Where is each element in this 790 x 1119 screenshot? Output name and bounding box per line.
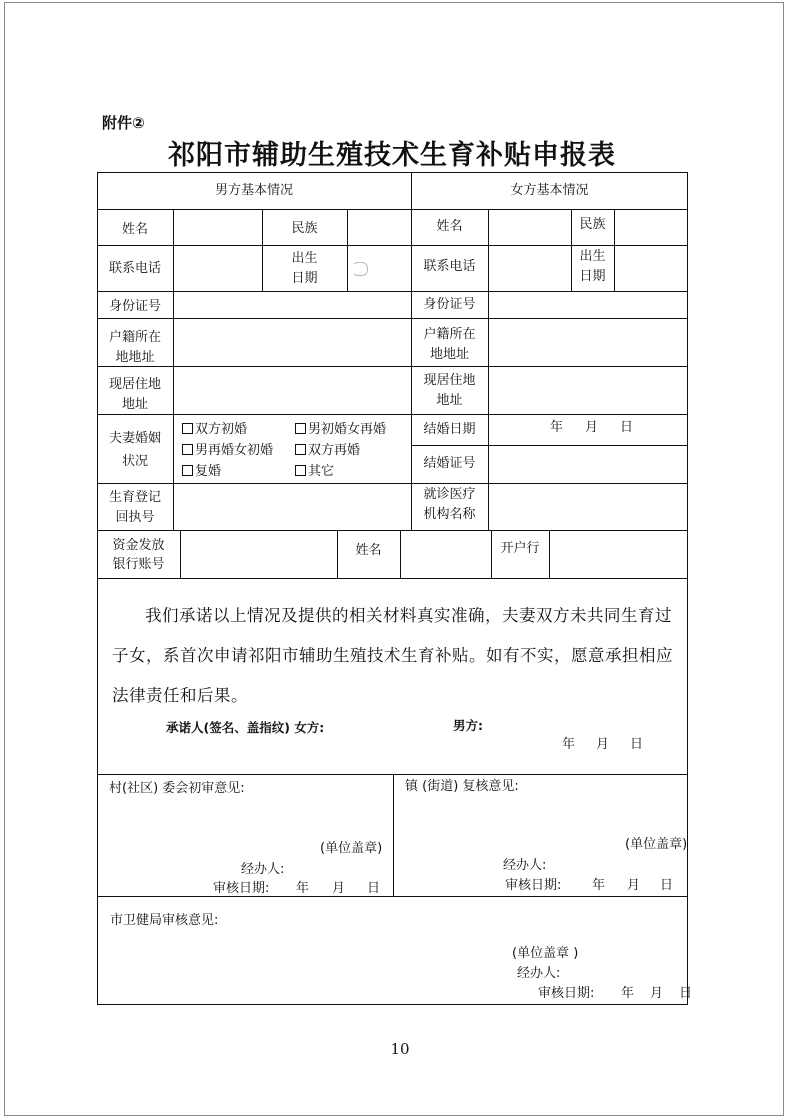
village-date-day: 日 bbox=[367, 881, 381, 896]
grid-line bbox=[549, 530, 550, 578]
female-name-label: 姓名 bbox=[436, 219, 463, 234]
attachment-label: 附件② bbox=[102, 114, 145, 132]
grid-line bbox=[411, 445, 688, 446]
pledge-male-label: 男方: bbox=[453, 718, 483, 733]
female-birth-label-1: 出生 bbox=[579, 249, 606, 264]
grid-line bbox=[97, 578, 688, 579]
female-phone-label: 联系电话 bbox=[423, 259, 476, 274]
bureau-review-date-label: 审核日期: bbox=[538, 986, 595, 1001]
male-birth-label-2: 日期 bbox=[291, 271, 318, 286]
grid-line bbox=[97, 896, 688, 897]
pledge-date-day: 日 bbox=[630, 737, 644, 752]
male-section-header: 男方基本情况 bbox=[214, 183, 293, 198]
birth-reg-label-1: 生育登记 bbox=[108, 490, 161, 505]
village-date-month: 月 bbox=[332, 881, 346, 896]
grid-line bbox=[488, 209, 489, 530]
clinic-label-1: 就诊医疗 bbox=[423, 487, 476, 502]
marriage-date-year: 年 bbox=[550, 420, 564, 435]
marital-status-label-2: 状况 bbox=[121, 454, 148, 469]
grid-line bbox=[173, 209, 174, 530]
grid-line bbox=[97, 483, 688, 484]
female-residence-label-1: 现居住地 bbox=[423, 373, 476, 388]
option-other[interactable]: 其它 bbox=[295, 462, 334, 482]
bank-account-label-2: 银行账号 bbox=[112, 557, 165, 572]
grid-line bbox=[347, 209, 348, 291]
checkbox[interactable] bbox=[295, 444, 306, 455]
bank-account-label-1: 资金发放 bbox=[112, 538, 165, 553]
village-date-year: 年 bbox=[296, 881, 310, 896]
checkbox[interactable] bbox=[182, 465, 193, 476]
male-residence-label-2: 地址 bbox=[121, 397, 148, 412]
grid-line bbox=[97, 318, 688, 319]
clinic-label-2: 机构名称 bbox=[423, 507, 476, 522]
female-residence-label-2: 地址 bbox=[436, 393, 463, 408]
town-date-month: 月 bbox=[627, 878, 641, 893]
town-date-day: 日 bbox=[660, 878, 674, 893]
town-review-date-label: 审核日期: bbox=[505, 878, 562, 893]
town-handler-label: 经办人: bbox=[503, 858, 547, 873]
grid-line bbox=[97, 530, 688, 531]
marriage-date-day: 日 bbox=[620, 420, 634, 435]
bureau-date-month: 月 bbox=[650, 986, 664, 1001]
bank-name-label: 开户行 bbox=[500, 541, 540, 556]
grid-line bbox=[393, 774, 394, 896]
checkbox[interactable] bbox=[182, 423, 193, 434]
grid-line bbox=[97, 209, 688, 210]
village-review-label: 村(社区) 委会初审意见: bbox=[109, 781, 245, 796]
female-section-header: 女方基本情况 bbox=[510, 183, 589, 198]
marriage-cert-label: 结婚证号 bbox=[423, 456, 476, 471]
page-number: 10 bbox=[390, 1040, 410, 1058]
checkbox[interactable] bbox=[182, 444, 193, 455]
male-hukou-label-2: 地地址 bbox=[115, 350, 155, 365]
village-handler-label: 经办人: bbox=[241, 862, 285, 877]
village-seal-label: (单位盖章) bbox=[320, 841, 383, 856]
village-review-date-label: 审核日期: bbox=[213, 881, 270, 896]
town-review-label: 镇 (街道) 复核意见: bbox=[405, 779, 519, 794]
grid-line bbox=[614, 209, 615, 291]
bureau-seal-label: (单位盖章 ) bbox=[512, 946, 579, 961]
marital-status-label-1: 夫妻婚姻 bbox=[108, 431, 161, 446]
bureau-date-year: 年 bbox=[621, 986, 635, 1001]
grid-line bbox=[400, 530, 401, 578]
grid-line bbox=[180, 530, 181, 578]
bureau-date-day: 日 bbox=[679, 986, 693, 1001]
pen-mark bbox=[352, 262, 368, 276]
female-ethnicity-label: 民族 bbox=[579, 217, 606, 232]
pledge-date-month: 月 bbox=[596, 737, 610, 752]
pledge-date-year: 年 bbox=[562, 737, 576, 752]
male-id-label: 身份证号 bbox=[108, 299, 161, 314]
option-remarriage-same-couple[interactable]: 复婚 bbox=[182, 462, 221, 482]
female-hukou-label-1: 户籍所在 bbox=[423, 327, 476, 342]
grid-line bbox=[97, 291, 688, 292]
bureau-review-label: 市卫健局审核意见: bbox=[110, 913, 219, 928]
male-hukou-label-1: 户籍所在 bbox=[108, 330, 161, 345]
town-date-year: 年 bbox=[592, 878, 606, 893]
option-male-first-female-remarried[interactable]: 男初婚女再婚 bbox=[295, 420, 386, 440]
male-phone-label: 联系电话 bbox=[108, 261, 161, 276]
option-both-remarried[interactable]: 双方再婚 bbox=[295, 441, 360, 461]
pledge-signer-label: 承诺人(签名、盖指纹) 女方: bbox=[166, 720, 325, 735]
checkbox[interactable] bbox=[295, 423, 306, 434]
birth-reg-label-2: 回执号 bbox=[115, 510, 155, 525]
option-male-remarried-female-first[interactable]: 男再婚女初婚 bbox=[182, 441, 273, 461]
male-residence-label-1: 现居住地 bbox=[108, 377, 161, 392]
female-id-label: 身份证号 bbox=[423, 297, 476, 312]
pledge-text: 我们承诺以上情况及提供的相关材料真实准确，夫妻双方未共同生育过子女，系首次申请祁阳市辅助生殖技术生育补贴。如有不实，愿意承担相应法律责任和后果。 bbox=[112, 606, 673, 705]
account-holder-name-label: 姓名 bbox=[355, 543, 382, 558]
marriage-date-label: 结婚日期 bbox=[423, 422, 476, 437]
female-hukou-label-2: 地地址 bbox=[429, 347, 469, 362]
male-name-label: 姓名 bbox=[121, 222, 148, 237]
male-birth-label-1: 出生 bbox=[291, 251, 318, 266]
marriage-date-month: 月 bbox=[585, 420, 599, 435]
town-seal-label: (单位盖章) bbox=[625, 837, 688, 852]
male-ethnicity-label: 民族 bbox=[291, 221, 318, 236]
bureau-handler-label: 经办人: bbox=[517, 966, 561, 981]
grid-line bbox=[97, 366, 688, 367]
checkbox[interactable] bbox=[295, 465, 306, 476]
female-birth-label-2: 日期 bbox=[579, 269, 606, 284]
grid-line bbox=[97, 414, 688, 415]
option-both-first-marriage[interactable]: 双方初婚 bbox=[182, 420, 247, 440]
form-title: 祁阳市辅助生殖技术生育补贴申报表 bbox=[168, 140, 616, 171]
grid-line bbox=[97, 245, 688, 246]
